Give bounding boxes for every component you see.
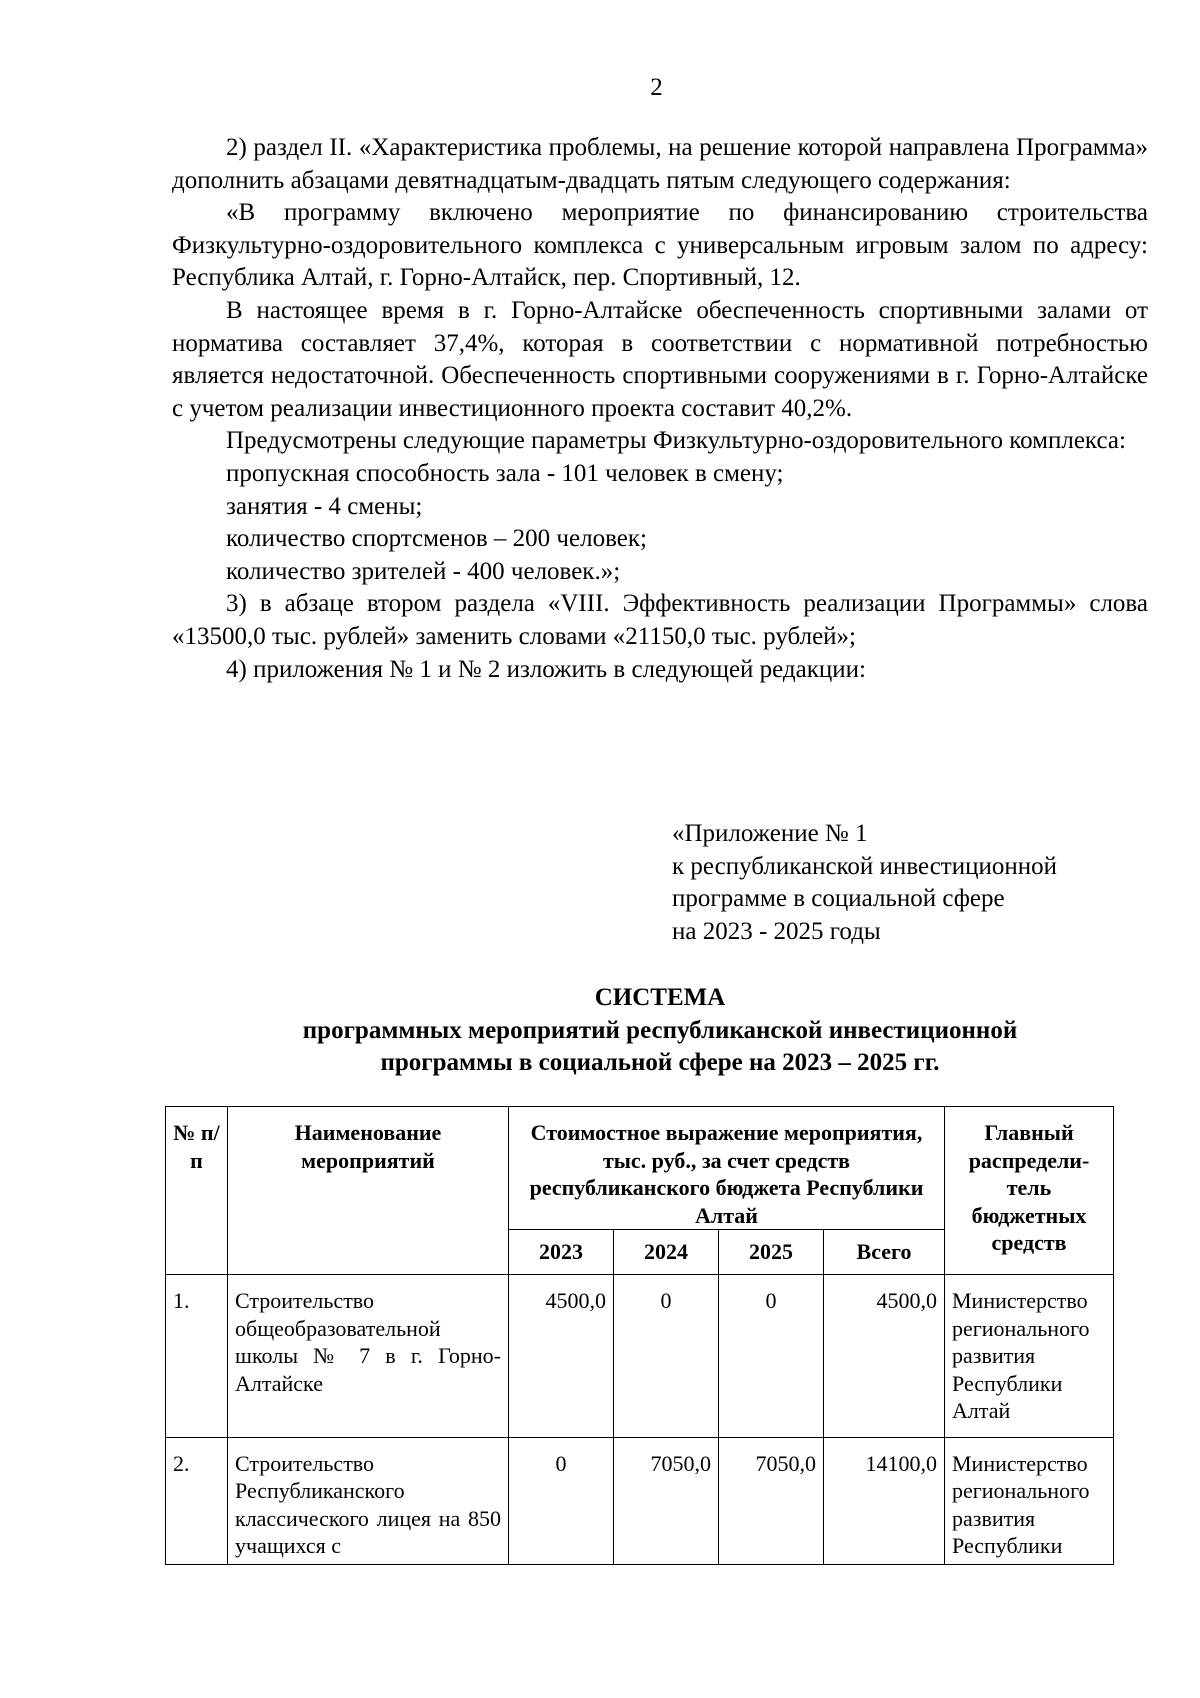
title-line-2: программных мероприятий республиканской инвестиционной <box>302 1016 1018 1044</box>
row-2023: 0 <box>509 1437 614 1564</box>
header-cost: Стоимостное выражение мероприятия, тыс. руб., за счет средств республиканского бюджета Республики Алтай <box>509 1107 945 1230</box>
appendix-line-2: к республиканской инвестиционной <box>672 852 1057 880</box>
parameter-capacity: пропускная способность зала - 101 человек в смену; <box>226 459 784 487</box>
appendix-line-1: «Приложение № 1 <box>672 820 868 847</box>
paragraph-item-2: 2) раздел II. «Характеристика проблемы, на решение которой направлена Программа» дополнить абзацами девятнадцатым-двадцать пятым следующего содержания: <box>172 134 1148 194</box>
row-name: Строительство общеобразовательной школы № 7 в г. Горно-Алтайске <box>228 1275 509 1438</box>
row-2024: 7050,0 <box>614 1437 719 1564</box>
parameter-spectators: количество зрителей - 400 человек.»; <box>226 557 621 585</box>
row-2023: 4500,0 <box>509 1275 614 1438</box>
table-row <box>166 1275 1114 1438</box>
row-name: Строительство Республиканского классического лицея на 850 учащихся с <box>228 1437 509 1564</box>
parameter-athletes: количество спортсменов – 200 человек; <box>226 525 647 553</box>
row-num: 1. <box>166 1275 228 1438</box>
header-year-2023: 2023 <box>509 1230 614 1275</box>
row-owner: Министерство регионального развития Республики <box>945 1437 1114 1564</box>
paragraph-sport-halls: В настоящее время в г. Горно-Алтайске обеспеченность спортивными залами от норматива составляет 37,4%, которая в соответствии с нормативной потребностью является недостаточной. Обеспеченность спортивными сооружениями в г. Горно-Алтайске с учетом реализации инвестиционного проекта составит 40,2%. <box>172 296 1148 422</box>
header-owner: Главный распредели-тель бюджетных средств <box>945 1107 1114 1275</box>
document-title <box>172 982 1148 1080</box>
page-number: 2 <box>650 74 663 101</box>
paragraph-item-3: 3) в абзаце втором раздела «VIII. Эффективность реализации Программы» слова «13500,0 тыс. рублей» заменить словами «21150,0 тыс. рублей»; <box>172 590 1148 650</box>
header-total: Всего <box>824 1230 945 1275</box>
row-2025: 7050,0 <box>719 1437 824 1564</box>
header-year-2024: 2024 <box>614 1230 719 1275</box>
body-text <box>172 132 1148 686</box>
row-total: 4500,0 <box>824 1275 945 1438</box>
header-year-2025: 2025 <box>719 1230 824 1275</box>
title-line-3: программы в социальной сфере на 2023 – 2025 гг. <box>380 1049 940 1077</box>
appendix-header <box>672 818 1057 948</box>
row-num: 2. <box>166 1437 228 1564</box>
measures-table <box>165 1106 1114 1565</box>
title-line-1: СИСТЕМА <box>594 984 726 1011</box>
row-2025: 0 <box>719 1275 824 1438</box>
paragraph-item-4: 4) приложения № 1 и № 2 изложить в следующей редакции: <box>226 655 866 683</box>
table-row <box>166 1437 1114 1564</box>
row-owner: Министерство регионального развития Республики Алтай <box>945 1275 1114 1438</box>
header-name: Наименование мероприятий <box>228 1107 509 1275</box>
paragraph-program-inclusion: «В программу включено мероприятие по финансированию строительства Физкультурно-оздоровительного комплекса с универсальным игровым залом по адресу: Республика Алтай, г. Горно-Алтайск, пер. Спортивный, 12. <box>172 199 1148 292</box>
row-total: 14100,0 <box>824 1437 945 1564</box>
appendix-line-4: на 2023 - 2025 годы <box>672 917 881 945</box>
appendix-line-3: программе в социальной сфере <box>672 885 1005 913</box>
parameter-shifts: занятия - 4 смены; <box>226 492 423 520</box>
header-num: № п/п <box>166 1107 228 1275</box>
paragraph-parameters-intro: Предусмотрены следующие параметры Физкультурно-оздоровительного комплекса: <box>226 427 1126 455</box>
row-2024: 0 <box>614 1275 719 1438</box>
